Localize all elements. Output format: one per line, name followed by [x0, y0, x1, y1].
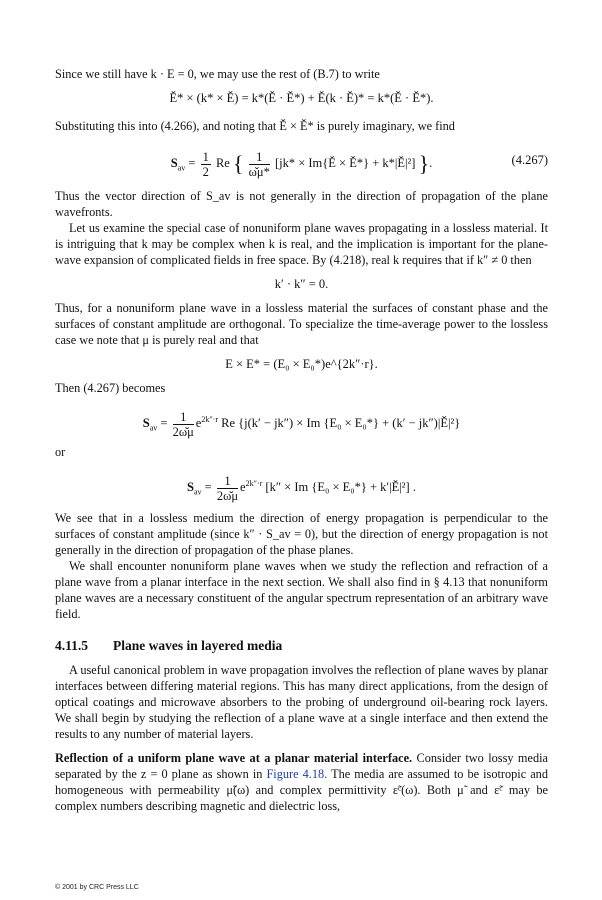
- eq2-lbrace: {: [232, 151, 244, 177]
- paragraph-6: Then (4.267) becomes: [55, 381, 166, 395]
- paragraph-7: We see that in a lossless medium the direction of energy propagation is perpendicular to the surfaces of constant amplitude (since k″ · S_av = 0), but the direction of energy propagation is not generally in the direction of propagation of the phase planes.: [55, 511, 548, 557]
- equation-4-267: $S_{av}$ = $\frac{1}{2}$ Re { $\frac{1}{\omegǎ\mu*}$ [jk* × Im{Ě × Ě*} + k*|Ě|²] }. (4.267): [170, 150, 548, 179]
- equation-number: (4.267): [511, 153, 548, 167]
- eq2-body: [jk* × Im{Ě × Ě*} + k*|Ě|²]: [274, 156, 416, 171]
- paragraph-4: Let us examine the special case of nonuniform plane waves propagating in a lossless material. It is intriguing that k may be complex when k is real, and the implication is important for the plane-wave expansion of complicated fields in free space. By (4.218), real k requires that if k″ ≠ 0 then: [55, 221, 548, 267]
- eq2-rbrace: }: [418, 151, 430, 177]
- equation-orthogonality: k′ · k″ = 0.: [274, 277, 329, 291]
- page-body: [55, 66, 548, 814]
- copyright-footer: © 2001 by CRC Press LLC: [55, 884, 139, 891]
- run-in-heading: Reflection of a uniform plane wave at a planar material interface.: [55, 751, 413, 765]
- eq6-exponent: 2k″·r: [245, 479, 263, 489]
- eq5-body: Re {j(k′ − jk″) × Im {E₀ × E₀*} + (k′ − jk″)|Ě|²}: [221, 416, 461, 431]
- eq2-half: $\frac{1}{2}$: [202, 150, 209, 179]
- eq5-frac: $\frac{1}{2\omegǎ\mu}$: [172, 410, 194, 439]
- paragraph-3: Thus the vector direction of S_av is not generally in the direction of propagation of the plane wavefronts.: [55, 189, 548, 219]
- paragraph-1: Since we still have k · E = 0, we may use the rest of (B.7) to write: [55, 67, 380, 81]
- paragraph-10: Reflection of a uniform plane wave at a planar material interface. Consider two lossy media separated by the z = 0 plane as shown in Figure 4.18. The media are assumed to be isotropic and homogeneous with permeability μ̃(ω) and complex permittivity ε̃ᶜ(ω). Both μ̃ and ε̃ᶜ may be complex numbers describing magnetic and dielectric loss,: [55, 751, 548, 813]
- paragraph-9: A useful canonical problem in wave propagation involves the reflection of plane waves by planar interfaces between differing material regions. This has many direct applications, from the design of optical coatings and microwave absorbers to the probing of underground oil-bearing rock layers. We shall begin by studying the reflection of a plane wave at a single interface and then extend the results to any number of material layers.: [55, 663, 548, 741]
- section-number: 4.11.5: [55, 638, 89, 653]
- eq5-exponent: 2k″·r: [201, 415, 219, 425]
- eq2-re: Re: [215, 156, 230, 171]
- eq6-frac: $\frac{1}{2\omegǎ\mu}$: [216, 474, 239, 503]
- equation-lossless-sav: $S_{av}$ = $\frac{1}{2\omegǎ\mu}$ $e^{2k''\cdot r}$ Re {j(k′ − jk″) × Im {E₀ × E₀*} + (k′ − jk″)|Ě|²}: [142, 410, 461, 439]
- eq6-body: [k″ × Im {E₀ × E₀*} + k′|Ě|²] .: [265, 480, 416, 495]
- eq2-inner-frac: $\frac{1}{\omegǎ\mu*}$: [248, 150, 270, 179]
- equation-lossless-sav-simplified: $S_{av}$ = $\frac{1}{2\omegǎ\mu}$ $e^{2k''\cdot r}$ [k″ × Im {E₀ × E₀*} + k′|Ě|²] .: [187, 474, 416, 503]
- eq2-lhs: S: [170, 156, 178, 171]
- eq2-lhs-sub: av: [177, 163, 186, 173]
- section-heading: [55, 638, 548, 654]
- figure-4-18-link[interactable]: Figure 4.18.: [266, 767, 328, 781]
- paragraph-8: We shall encounter nonuniform plane waves when we study the reflection and refraction of a plane wave from a planar interface in the next section. We shall also find in § 4.13 that nonuniform plane waves are a necessary constituent of the angular spectrum representation of an arbitrary wave field.: [55, 559, 548, 621]
- equation-e-cross-e: E × E* = (E₀ × E₀*)e^{2k″·r}.: [225, 357, 378, 371]
- paragraph-5: Thus, for a nonuniform plane wave in a lossless material the surfaces of constant phase and the surfaces of constant amplitude are orthogonal. To specialize the time-average power to the lossless case we note that μ is purely real and that: [55, 301, 548, 347]
- word-or: or: [55, 445, 66, 459]
- paragraph-2: Substituting this into (4.266), and noting that Ě × Ě* is purely imaginary, we find: [55, 119, 455, 133]
- section-title: Plane waves in layered media: [113, 638, 283, 653]
- equation-b7-expansion: Ě* × (k* × Ě) = k*(Ě · Ě*) + Ě(k · Ě)* = k*(Ě · Ě*).: [169, 91, 434, 105]
- eq2-equals: =: [188, 156, 196, 171]
